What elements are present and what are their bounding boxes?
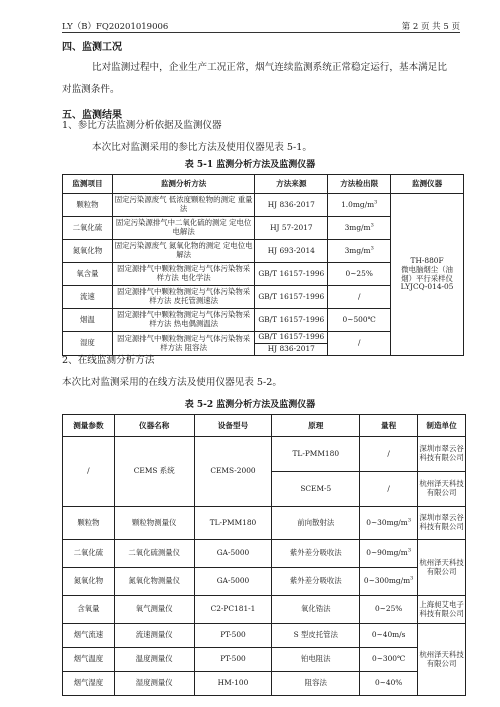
cell-source: HJ 57-2017 <box>255 217 328 240</box>
cell-range: 0~25% <box>360 596 418 624</box>
cell-param: / <box>63 437 115 507</box>
col-header: 监测分析方法 <box>112 175 255 194</box>
cell-principle: 紫外差分吸收法 <box>272 568 360 596</box>
cell-limit: $1.0mg/m^3$ <box>328 194 391 217</box>
document-number: LY（B）FQ20201019006 <box>62 22 169 32</box>
cell-maker: 深圳市翠云谷科技有限公司 <box>418 437 466 472</box>
cell-method: 固定源排气中颗粒物测定与气体污染物采样方法 皮托管测速法 <box>112 286 255 309</box>
cell-item: 湿度 <box>63 332 113 356</box>
cell-param: 含氧量 <box>63 596 115 624</box>
cell-principle: S 型皮托管法 <box>272 624 360 648</box>
cell-method: 固定源排气中颗粒物测定与气体污染物采样方法 热电偶测温法 <box>112 309 255 332</box>
col-header: 仪器名称 <box>114 415 194 437</box>
cell-limit: 0~25% <box>328 263 391 286</box>
subsection-1-title: 1、参比方法监测分析依据及监测仪器 <box>62 120 222 131</box>
cell-param: 颗粒物 <box>63 507 115 540</box>
col-header: 量程 <box>360 415 418 437</box>
cell-maker: 深圳市翠云谷科技有限公司 <box>418 507 466 540</box>
cell-range: / <box>360 437 418 472</box>
cell-limit: / <box>328 332 391 356</box>
cell-instrument: TH-880F 微电脑烟尘（油 烟）平行采样仪 LYJCQ-014-05 <box>391 194 464 356</box>
cell-model: CEMS-2000 <box>194 437 272 507</box>
table-row <box>63 672 466 696</box>
cell-model: TL-PMM180 <box>194 507 272 540</box>
col-header: 原理 <box>272 415 360 437</box>
cell-model: PT-500 <box>194 624 272 648</box>
cell-model: GA-5000 <box>194 540 272 568</box>
table-5-1 <box>62 174 464 356</box>
subsection-2-title: 2、在线监测分析方法 <box>62 355 155 366</box>
cell-item: 流速 <box>63 286 113 309</box>
table-row <box>63 596 466 624</box>
page-indicator: 第 2 页 共 5 页 <box>401 22 460 32</box>
col-header: 方法来源 <box>255 175 328 194</box>
cell-name: 流速测量仪 <box>114 624 194 648</box>
table-row <box>63 648 466 672</box>
cell-maker: 杭州泽天科技有限公司 <box>418 472 466 507</box>
cell-principle: 铂电阻法 <box>272 648 360 672</box>
table-5-1-caption: 表 5-1 监测分析方法及监测仪器 <box>184 160 316 170</box>
cell-limit: / <box>328 286 391 309</box>
cell-range: 0~40% <box>360 672 418 696</box>
cell-limit: $3mg/m^3$ <box>328 217 391 240</box>
cell-principle: 阻容法 <box>272 672 360 696</box>
col-header: 监测仪器 <box>391 175 464 194</box>
col-header: 制造单位 <box>418 415 466 437</box>
cell-method: 固定污染源排气中二氧化硫的测定 定电位电解法 <box>112 217 255 240</box>
table-row <box>63 540 466 568</box>
cell-range: 0~40m/s <box>360 624 418 648</box>
cell-name: 氧气测量仪 <box>114 596 194 624</box>
cell-principle: 紫外差分吸收法 <box>272 540 360 568</box>
table-5-2 <box>62 414 466 696</box>
cell-item: 颗粒物 <box>63 194 113 217</box>
cell-range: $0\sim 300mg/m^3$ <box>360 568 418 596</box>
col-header: 设备型号 <box>194 415 272 437</box>
cell-model: HM-100 <box>194 672 272 696</box>
cell-range: 0~300℃ <box>360 648 418 672</box>
table-header-row <box>63 175 464 194</box>
section-5-title: 五、监测结果 <box>62 110 122 121</box>
cell-method: 固定源排气中颗粒物测定与气体污染物采样方法 阻容法 <box>112 332 255 356</box>
cell-name: 颗粒物测量仪 <box>114 507 194 540</box>
table-row <box>63 568 466 596</box>
header-divider <box>62 32 460 33</box>
table-row <box>63 507 466 540</box>
cell-source: GB/T 16157-1996 <box>255 286 328 309</box>
cell-source: HJ 693-2014 <box>255 240 328 263</box>
cell-method: 固定源排气中颗粒物测定与气体污染物采样方法 电化学法 <box>112 263 255 286</box>
table-5-2-caption: 表 5-2 监测分析方法及监测仪器 <box>184 400 316 410</box>
cell-param: 氮氧化物 <box>63 568 115 596</box>
cell-range: / <box>360 472 418 507</box>
subsection-2-paragraph: 本次比对监测采用的在线方法及使用仪器见表 5-2。 <box>62 377 282 388</box>
cell-name: 氮氧化物测量仪 <box>114 568 194 596</box>
cell-principle: 前向散射法 <box>272 507 360 540</box>
cell-name: 温度测量仪 <box>114 648 194 672</box>
cell-maker: 上海昶艾电子科技有限公司 <box>418 596 466 624</box>
cell-name: 二氧化硫测量仪 <box>114 540 194 568</box>
cell-model: PT-500 <box>194 648 272 672</box>
cell-item: 烟温 <box>63 309 113 332</box>
cell-principle: 氧化锆法 <box>272 596 360 624</box>
table-header-row <box>63 415 466 437</box>
cell-item: 氮氧化物 <box>63 240 113 263</box>
cell-limit: $3mg/m^3$ <box>328 240 391 263</box>
table-row <box>63 194 464 217</box>
cell-name: CEMS 系统 <box>114 437 194 507</box>
cell-source: HJ 836-2017 <box>255 344 328 356</box>
cell-source: GB/T 16157-1996 <box>255 263 328 286</box>
cell-method: 固定污染源废气 低浓度颗粒物的测定 重量法 <box>112 194 255 217</box>
cell-source: GB/T 16157-1996 <box>255 332 328 344</box>
subsection-1-paragraph: 本次比对监测采用的参比方法及使用仪器见表 5-1。 <box>92 142 312 153</box>
cell-item: 氧含量 <box>63 263 113 286</box>
cell-range: $0\sim 30mg/m^3$ <box>360 507 418 540</box>
section-4-title: 四、监测工况 <box>62 42 122 53</box>
cell-param: 烟气湿度 <box>63 672 115 696</box>
col-header: 测量参数 <box>63 415 115 437</box>
cell-model: C2-PC181-1 <box>194 596 272 624</box>
cell-param: 二氧化硫 <box>63 540 115 568</box>
cell-source: HJ 836-2017 <box>255 194 328 217</box>
col-header: 方法检出限 <box>328 175 391 194</box>
col-header: 监测项目 <box>63 175 113 194</box>
cell-param: 烟气温度 <box>63 648 115 672</box>
cell-range: $0\sim 90mg/m^3$ <box>360 540 418 568</box>
section-4-paragraph-line1: 比对监测过程中，企业生产工况正常，烟气连续监测系统正常稳定运行，基本满足比 <box>92 62 447 73</box>
cell-limit: 0~500℃ <box>328 309 391 332</box>
cell-principle: TL-PMM180 <box>272 437 360 472</box>
cell-name: 湿度测量仪 <box>114 672 194 696</box>
cell-source: GB/T 16157-1996 <box>255 309 328 332</box>
table-row <box>63 437 466 472</box>
cell-maker: 杭州泽天科技有限公司 <box>418 540 466 596</box>
cell-maker: 杭州泽天科技有限公司 <box>418 624 466 696</box>
cell-principle: SCEM-5 <box>272 472 360 507</box>
table-row <box>63 624 466 648</box>
cell-model: GA-5000 <box>194 568 272 596</box>
cell-param: 烟气流速 <box>63 624 115 648</box>
cell-item: 二氧化硫 <box>63 217 113 240</box>
section-4-paragraph-line2: 对监测条件。 <box>62 84 120 95</box>
cell-method: 固定污染源废气 氮氧化物的测定 定电位电解法 <box>112 240 255 263</box>
